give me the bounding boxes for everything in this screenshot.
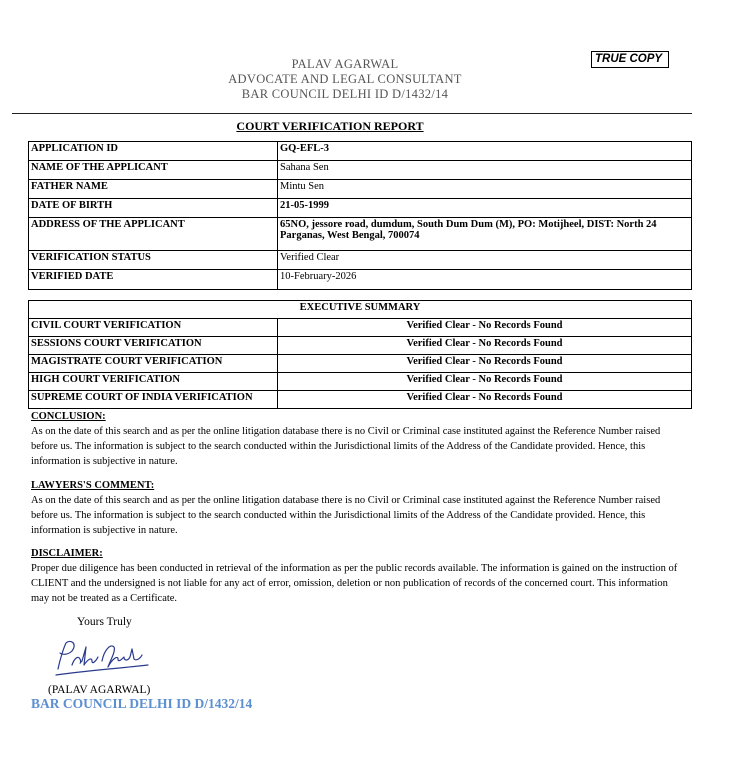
handwritten-signature — [52, 637, 152, 677]
detail-value: 65NO, jessore road, dumdum, South Dum Dum (M), PO: Motijheel, DIST: North 24 Parganas, West Bengal, 700074 — [278, 218, 692, 251]
detail-value: Sahana Sen — [278, 161, 692, 180]
summary-result: Verified Clear - No Records Found — [278, 319, 692, 337]
disclaimer-text: Proper due diligence has been conducted in retrieval of the information as per the public records available. The information is gained on the instruction of CLIENT and the undersigned is not liable for any act of error, omission, deletion or non publication of records of the concerned court. This information may not be treated as a Certificate. — [31, 563, 678, 604]
table-row — [29, 218, 692, 251]
table-row — [29, 355, 692, 373]
table-row — [29, 270, 692, 290]
detail-value: 21-05-1999 — [278, 199, 692, 218]
table-row — [29, 337, 692, 355]
table-row — [29, 199, 692, 218]
conclusion-text: As on the date of this search and as per the online litigation database there is no Civil or Criminal case instituted against the Reference Number raised before us. The information is subject to the search conducted within the Jurisdictional limits of the Address of the Candidate provided. Hence, this information is subjective in nature. — [31, 426, 661, 467]
detail-value: Verified Clear — [278, 251, 692, 270]
summary-result: Verified Clear - No Records Found — [278, 337, 692, 355]
report-title: COURT VERIFICATION REPORT — [236, 119, 424, 133]
detail-label: NAME OF THE APPLICANT — [29, 161, 278, 180]
detail-value: Mintu Sen — [278, 180, 692, 199]
summary-result: Verified Clear - No Records Found — [278, 373, 692, 391]
summary-heading: EXECUTIVE SUMMARY — [29, 301, 692, 319]
detail-value: 10-February-2026 — [278, 270, 692, 290]
header-divider — [12, 113, 692, 114]
summary-result: Verified Clear - No Records Found — [278, 355, 692, 373]
table-row — [29, 373, 692, 391]
true-copy-stamp: TRUE COPY — [591, 51, 669, 68]
detail-value: GQ-EFL-3 — [278, 142, 692, 161]
table-row — [29, 180, 692, 199]
applicant-details-table — [28, 141, 692, 290]
summary-label: CIVIL COURT VERIFICATION — [29, 319, 278, 337]
summary-label: MAGISTRATE COURT VERIFICATION — [29, 355, 278, 373]
summary-label: HIGH COURT VERIFICATION — [29, 373, 278, 391]
conclusion-heading: CONCLUSION: — [31, 411, 106, 422]
table-row — [29, 301, 692, 319]
table-row — [29, 391, 692, 409]
detail-label: ADDRESS OF THE APPLICANT — [29, 218, 278, 251]
lawyers-comment-section — [31, 478, 683, 538]
summary-label: SUPREME COURT OF INDIA VERIFICATION — [29, 391, 278, 409]
detail-label: FATHER NAME — [29, 180, 278, 199]
signatory-name: (PALAV AGARWAL) — [48, 684, 151, 696]
conclusion-section — [31, 409, 683, 469]
executive-summary-table — [28, 300, 692, 409]
disclaimer-heading: DISCLAIMER: — [31, 548, 103, 559]
summary-label: SESSIONS COURT VERIFICATION — [29, 337, 278, 355]
summary-result: Verified Clear - No Records Found — [278, 391, 692, 409]
table-row — [29, 161, 692, 180]
table-row — [29, 319, 692, 337]
lawyers-comment-heading: LAWYERS'S COMMENT: — [31, 480, 155, 491]
table-row — [29, 251, 692, 270]
detail-label: DATE OF BIRTH — [29, 199, 278, 218]
disclaimer-section — [31, 546, 683, 606]
table-row — [29, 142, 692, 161]
advocate-name: PALAV AGARWAL — [291, 57, 399, 71]
detail-label: APPLICATION ID — [29, 142, 278, 161]
lawyers-comment-text: As on the date of this search and as per the online litigation database there is no Civil or Criminal case instituted against the Reference Number raised before us. The information is subject to the search conducted within the Jurisdictional limits of the Address of the Candidate provided. Hence, this information is subjective in nature. — [31, 495, 661, 536]
detail-label: VERIFICATION STATUS — [29, 251, 278, 270]
advocate-role: ADVOCATE AND LEGAL CONSULTANT — [228, 72, 462, 86]
closing-line: Yours Truly — [77, 616, 132, 628]
letterhead — [0, 57, 690, 102]
signatory-bar-id: BAR COUNCIL DELHI ID D/1432/14 — [31, 696, 253, 711]
detail-label: VERIFIED DATE — [29, 270, 278, 290]
advocate-bar-id: BAR COUNCIL DELHI ID D/1432/14 — [241, 87, 449, 101]
